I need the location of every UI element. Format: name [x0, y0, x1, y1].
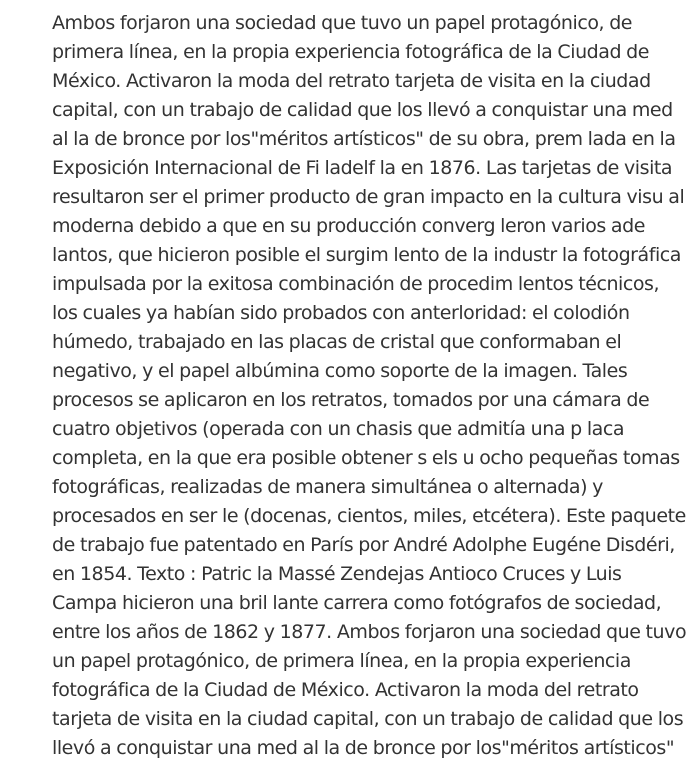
text-line: negativo, y el papel albúmina como soporte de la imagen. Tales [52, 360, 628, 382]
text-line: México. Activaron la moda del retrato tarjeta de visita en la ciudad [52, 70, 651, 92]
text-line: los cuales ya habían sido probados con anterloridad: el colodión [52, 302, 630, 324]
body-paragraph [52, 9, 697, 763]
text-line: un papel protagónico, de primera línea, en la propia experiencia [52, 650, 631, 672]
text-line: procesos se aplicaron en los retratos, tomados por una cámara de [52, 389, 650, 411]
text-line: moderna debido a que en su producción converg leron varios ade [52, 215, 645, 237]
text-line: fotográfica de la Ciudad de México. Activaron la moda del retrato [52, 679, 639, 701]
text-line: llevó a conquistar una med al la de bronce por los"méritos artísticos" [52, 737, 675, 759]
text-line: impulsada por la exitosa combinación de procedim lentos técnicos, [52, 273, 660, 295]
text-line: primera línea, en la propia experiencia fotográfica de la Ciudad de [52, 41, 650, 63]
text-line: húmedo, trabajado en las placas de cristal que conformaban el [52, 331, 622, 353]
text-line: en 1854. Texto : Patric la Massé Zendejas Antioco Cruces y Luis [52, 563, 622, 585]
text-line: al la de bronce por los"méritos artísticos" de su obra, prem lada en la [52, 128, 676, 150]
text-line: tarjeta de visita en la ciudad capital, con un trabajo de calidad que los [52, 708, 684, 730]
text-line: capital, con un trabajo de calidad que los llevó a conquistar una med [52, 99, 673, 121]
text-line: completa, en la que era posible obtener s els u ocho pequeñas tomas [52, 447, 680, 469]
text-line: Exposición Internacional de Fi ladelf la en 1876. Las tarjetas de visita [52, 157, 673, 179]
text-line: de trabajo fue patentado en París por André Adolphe Eugéne Disdéri, [52, 534, 675, 556]
text-line: cuatro objetivos (operada con un chasis que admitía una p laca [52, 418, 625, 440]
text-line: Ambos forjaron una sociedad que tuvo un papel protagónico, de [52, 12, 633, 34]
text-line: procesados en ser le (docenas, cientos, miles, etcétera). Este paquete [52, 505, 686, 527]
text-line: fotográficas, realizadas de manera simultánea o alternada) y [52, 476, 603, 498]
text-line: entre los años de 1862 y 1877. Ambos forjaron una sociedad que tuvo [52, 621, 687, 643]
text-line: lantos, que hicieron posible el surgim lento de la industr la fotográfica [52, 244, 681, 266]
text-line: resultaron ser el primer producto de gran impacto en la cultura visu al [52, 186, 685, 208]
text-line: Campa hicieron una bril lante carrera como fotógrafos de sociedad, [52, 592, 662, 614]
